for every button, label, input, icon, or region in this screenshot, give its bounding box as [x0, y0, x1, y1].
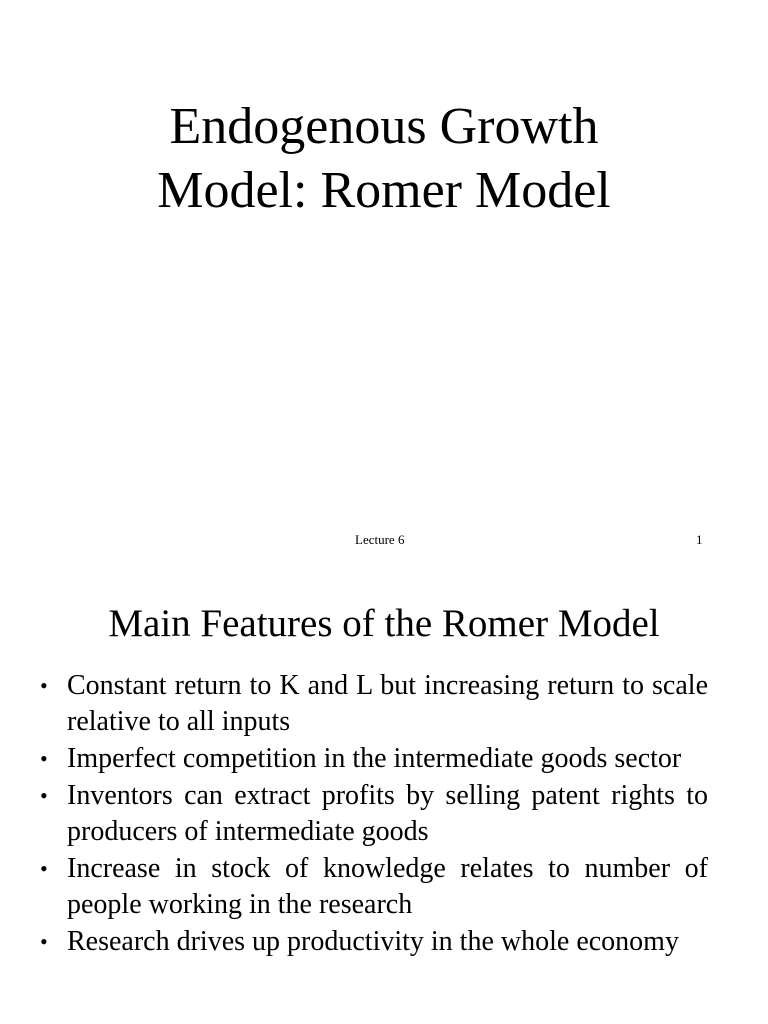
bullet-item [0, 668, 768, 740]
page-number: 1 [696, 532, 703, 547]
bullet-icon: • [40, 746, 48, 771]
bullet-item [0, 741, 768, 777]
bullet-text: Research drives up productivity in the whole economy [67, 926, 679, 957]
footer-lecture-label: Lecture 6 [355, 532, 405, 547]
bullet-text: Constant return to K and L but increasing return to scale relative to all inputs [67, 670, 708, 737]
bullet-text: Inventors can extract profits by selling patent rights to producers of intermediate goods [67, 780, 708, 847]
bullet-icon: • [40, 856, 48, 881]
bullet-icon: • [40, 783, 48, 808]
bullet-item [0, 924, 768, 960]
bullet-text: Imperfect competition in the intermediate goods sector [67, 743, 682, 774]
slide-2 [0, 560, 768, 1024]
slide-title: Main Features of the Romer Model [108, 602, 660, 645]
slide-title-line-1: Endogenous Growth [169, 98, 599, 155]
slide-title [0, 95, 768, 223]
bullet-item [0, 778, 768, 850]
bullet-icon: • [40, 673, 48, 698]
bullet-list [0, 668, 768, 961]
bullet-text: Increase in stock of knowledge relates to number of people working in the research [67, 853, 708, 920]
bullet-icon: • [40, 929, 48, 954]
slide-title-line-2: Model: Romer Model [157, 162, 611, 219]
bullet-item [0, 851, 768, 923]
